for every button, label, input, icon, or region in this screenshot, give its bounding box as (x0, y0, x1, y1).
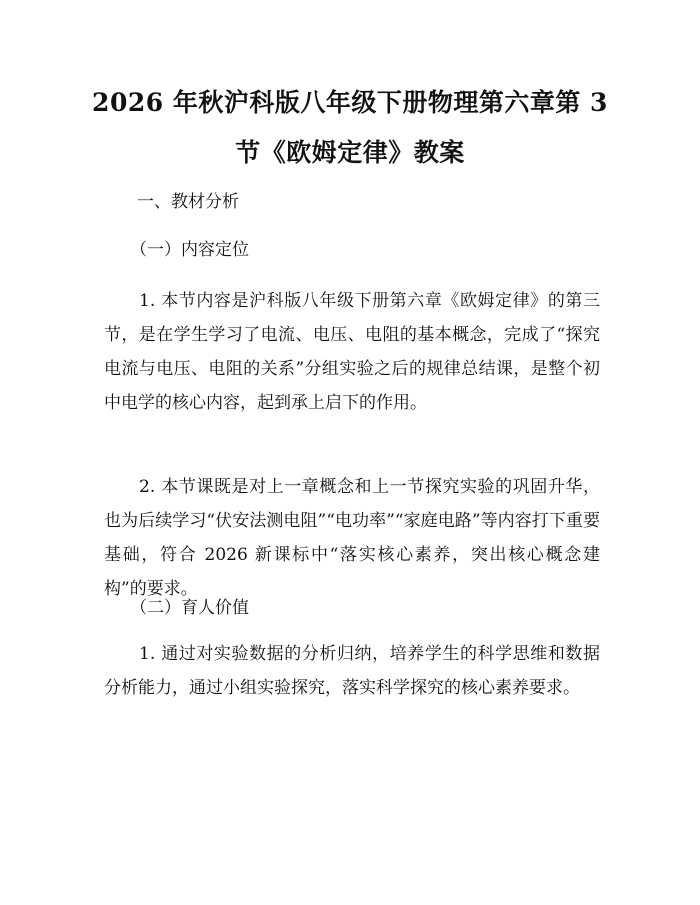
document-title-line-1: 2026 年秋沪科版八年级下册物理第六章第 3 (92, 88, 608, 117)
subsection-heading-content-positioning: （一）内容定位 (130, 240, 249, 260)
subsection-heading-educational-value: （二）育人价值 (130, 598, 249, 618)
paragraph-educational-value-1: 1. 通过对实验数据的分析归纳，培养学生的科学思维和数据分析能力，通过小组实验探究，落实科学探究的核心素养要求。 (104, 644, 600, 698)
paragraph-content-positioning-2: 2. 本节课既是对上一章概念和上一节探究实验的巩固升华，也为后续学习“伏安法测电阻”“电功率”“家庭电路”等内容打下重要基础，符合 2026 新课标中“落实核心素养，突出核心概念建构”的要求。 (104, 477, 600, 599)
document-title-line-2: 节《欧姆定律》教案 (235, 138, 465, 167)
section-heading-textbook-analysis: 一、教材分析 (137, 192, 239, 212)
paragraph-content-positioning-1: 1. 本节内容是沪科版八年级下册第六章《欧姆定律》的第三节，是在学生学习了电流、电压、电阻的基本概念，完成了“探究电流与电压、电阻的关系”分组实验之后的规律总结课，是整个初中电学的核心内容，起到承上启下的作用。 (104, 291, 600, 413)
